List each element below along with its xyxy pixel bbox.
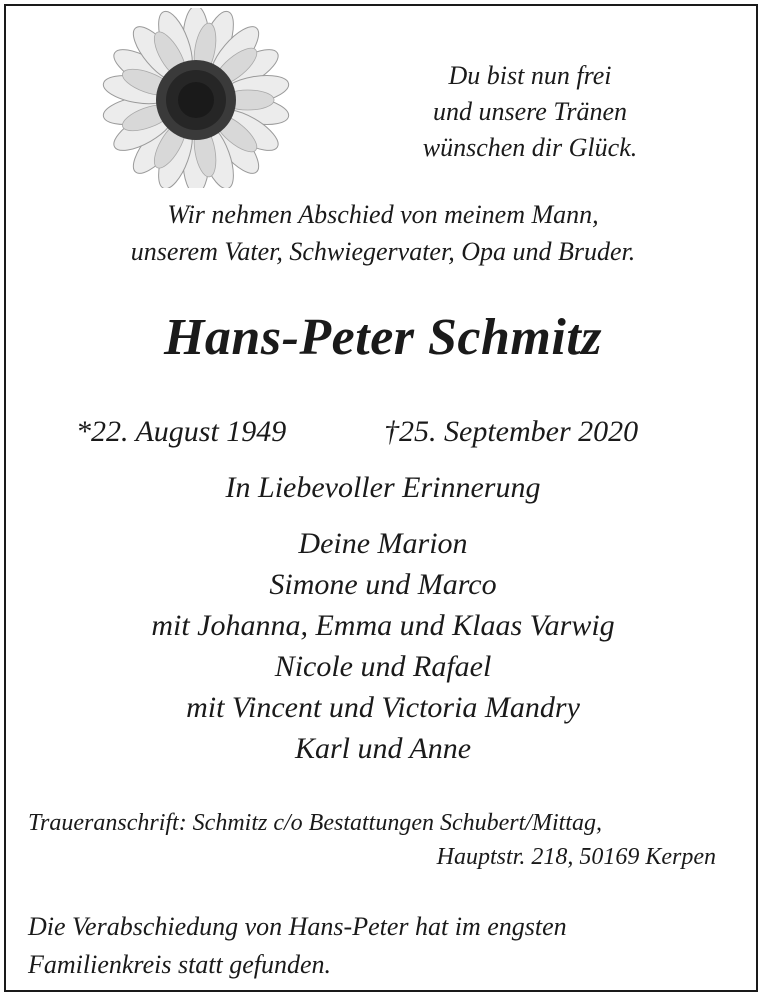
death-date: †25. September 2020 bbox=[384, 415, 639, 448]
poem bbox=[370, 58, 690, 166]
poem-line: wünschen dir Glück. bbox=[422, 133, 638, 162]
closing-note bbox=[28, 908, 738, 984]
farewell-line: Wir nehmen Abschied von meinem Mann, bbox=[167, 200, 599, 229]
family-line: Karl und Anne bbox=[294, 732, 472, 765]
poem-line: Du bist nun frei bbox=[448, 61, 612, 90]
farewell-text bbox=[0, 196, 766, 270]
poem-line: und unsere Tränen bbox=[432, 97, 628, 126]
sunflower-icon bbox=[100, 8, 292, 188]
remembrance-line: In Liebevoller Erinnerung bbox=[225, 471, 541, 504]
mourning-address-line1: Traueranschrift: Schmitz c/o Bestattungen Schubert/Mittag, bbox=[28, 810, 602, 836]
family-list bbox=[0, 523, 766, 769]
family-line: Nicole und Rafael bbox=[274, 650, 492, 683]
deceased-name: Hans-Peter Schmitz bbox=[163, 309, 603, 366]
family-line: Deine Marion bbox=[298, 527, 468, 560]
mourning-address-line2: Hauptstr. 218, 50169 Kerpen bbox=[436, 844, 716, 870]
closing-line: Familienkreis statt gefunden. bbox=[28, 950, 332, 979]
family-line: mit Johanna, Emma und Klaas Varwig bbox=[151, 609, 615, 642]
family-line: Simone und Marco bbox=[269, 568, 497, 601]
farewell-line: unserem Vater, Schwiegervater, Opa und Bruder. bbox=[130, 237, 636, 266]
birth-date: *22. August 1949 bbox=[76, 415, 287, 448]
family-line: mit Vincent und Victoria Mandry bbox=[186, 691, 580, 724]
closing-line: Die Verabschiedung von Hans-Peter hat im engsten bbox=[28, 912, 567, 941]
